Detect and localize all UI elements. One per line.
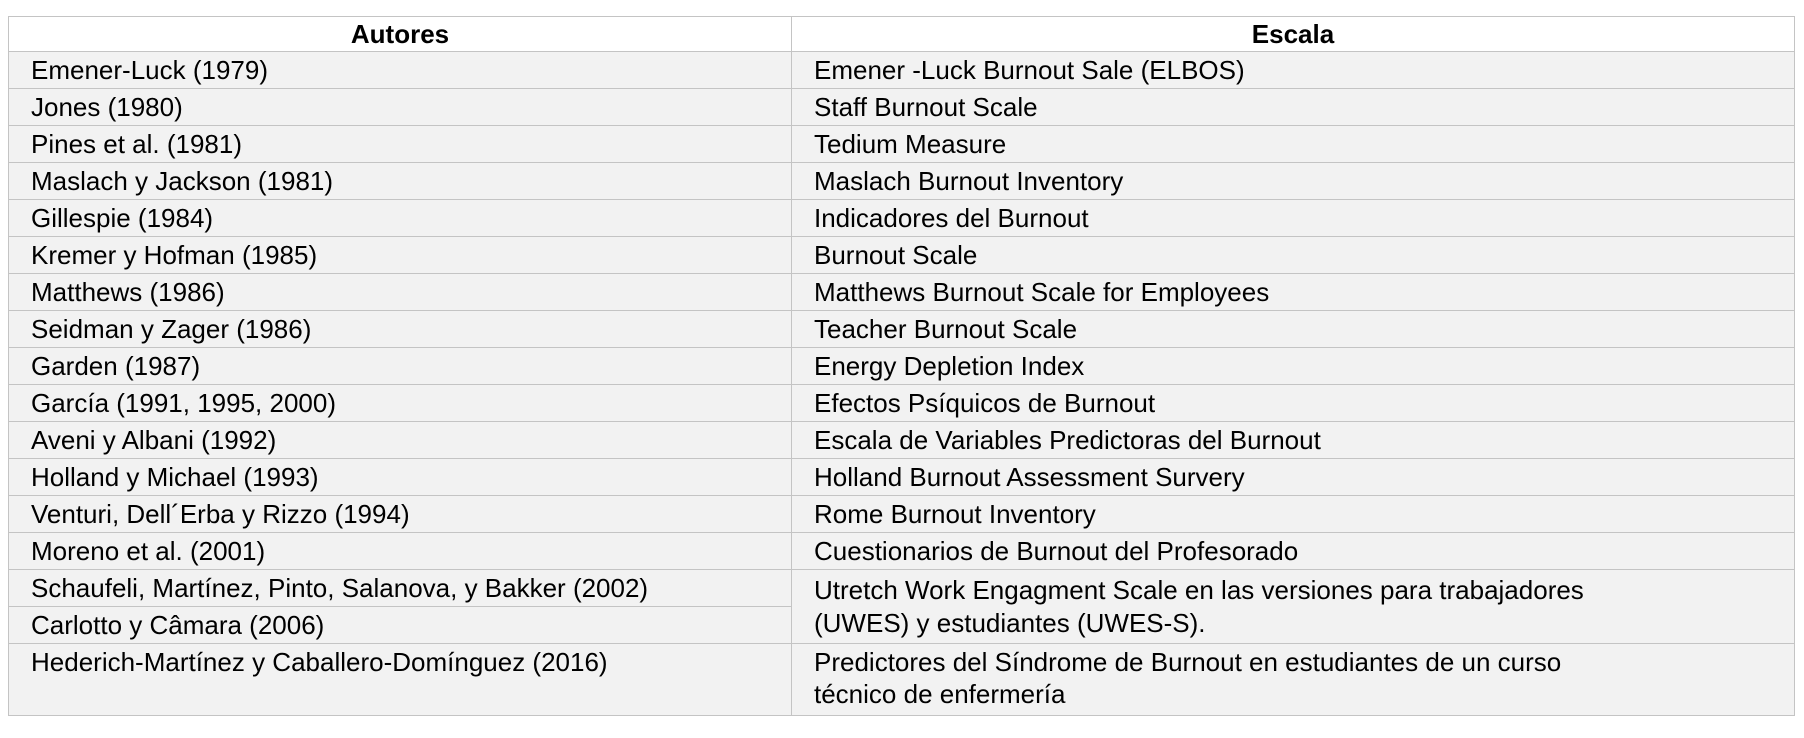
scale-line: Predictores del Síndrome de Burnout en estudiantes de un curso — [814, 647, 1562, 677]
cell-scale: Burnout Scale — [792, 237, 1795, 274]
scale-line: Utretch Work Engagment Scale en las versiones para trabajadores — [814, 574, 1584, 605]
cell-scale-merged — [792, 570, 1795, 644]
cell-author: Carlotto y Câmara (2006) — [9, 607, 792, 644]
cell-scale: Escala de Variables Predictoras del Burnout — [792, 422, 1795, 459]
cell-scale: Emener -Luck Burnout Sale (ELBOS) — [792, 52, 1795, 89]
scale-line: técnico de enfermería — [814, 679, 1066, 709]
table-row — [9, 89, 1795, 126]
cell-author: Gillespie (1984) — [9, 200, 792, 237]
cell-author: Venturi, Dell´Erba y Rizzo (1994) — [9, 496, 792, 533]
cell-scale: Holland Burnout Assessment Survery — [792, 459, 1795, 496]
table-row — [9, 348, 1795, 385]
cell-scale: Maslach Burnout Inventory — [792, 163, 1795, 200]
cell-author: Emener-Luck (1979) — [9, 52, 792, 89]
table-row — [9, 200, 1795, 237]
table-row — [9, 126, 1795, 163]
table-row — [9, 385, 1795, 422]
cell-author: Seidman y Zager (1986) — [9, 311, 792, 348]
table-row — [9, 422, 1795, 459]
cell-author: Hederich-Martínez y Caballero-Domínguez (2016) — [9, 644, 792, 716]
table-row — [9, 570, 1795, 607]
table-row — [9, 237, 1795, 274]
table-row — [9, 644, 1795, 716]
cell-scale: Cuestionarios de Burnout del Profesorado — [792, 533, 1795, 570]
cell-scale — [792, 644, 1795, 716]
cell-author: García (1991, 1995, 2000) — [9, 385, 792, 422]
cell-author: Schaufeli, Martínez, Pinto, Salanova, y Bakker (2002) — [9, 570, 792, 607]
burnout-scales-table — [8, 16, 1795, 716]
cell-author: Aveni y Albani (1992) — [9, 422, 792, 459]
cell-scale: Indicadores del Burnout — [792, 200, 1795, 237]
cell-scale: Staff Burnout Scale — [792, 89, 1795, 126]
cell-scale: Energy Depletion Index — [792, 348, 1795, 385]
cell-author: Jones (1980) — [9, 89, 792, 126]
table-row — [9, 274, 1795, 311]
cell-scale: Tedium Measure — [792, 126, 1795, 163]
header-escala: Escala — [792, 17, 1795, 52]
header-autores: Autores — [9, 17, 792, 52]
table-row — [9, 311, 1795, 348]
table-row — [9, 533, 1795, 570]
cell-scale: Teacher Burnout Scale — [792, 311, 1795, 348]
scale-line: (UWES) y estudiantes (UWES-S). — [814, 607, 1206, 638]
cell-author: Moreno et al. (2001) — [9, 533, 792, 570]
table-row — [9, 52, 1795, 89]
cell-author: Matthews (1986) — [9, 274, 792, 311]
cell-scale: Matthews Burnout Scale for Employees — [792, 274, 1795, 311]
cell-author: Garden (1987) — [9, 348, 792, 385]
cell-author: Maslach y Jackson (1981) — [9, 163, 792, 200]
cell-author: Holland y Michael (1993) — [9, 459, 792, 496]
cell-author: Pines et al. (1981) — [9, 126, 792, 163]
cell-author: Kremer y Hofman (1985) — [9, 237, 792, 274]
table-container — [8, 16, 1794, 716]
table-row — [9, 459, 1795, 496]
cell-scale: Efectos Psíquicos de Burnout — [792, 385, 1795, 422]
table-row — [9, 163, 1795, 200]
header-row — [9, 17, 1795, 52]
cell-scale: Rome Burnout Inventory — [792, 496, 1795, 533]
table-row — [9, 496, 1795, 533]
